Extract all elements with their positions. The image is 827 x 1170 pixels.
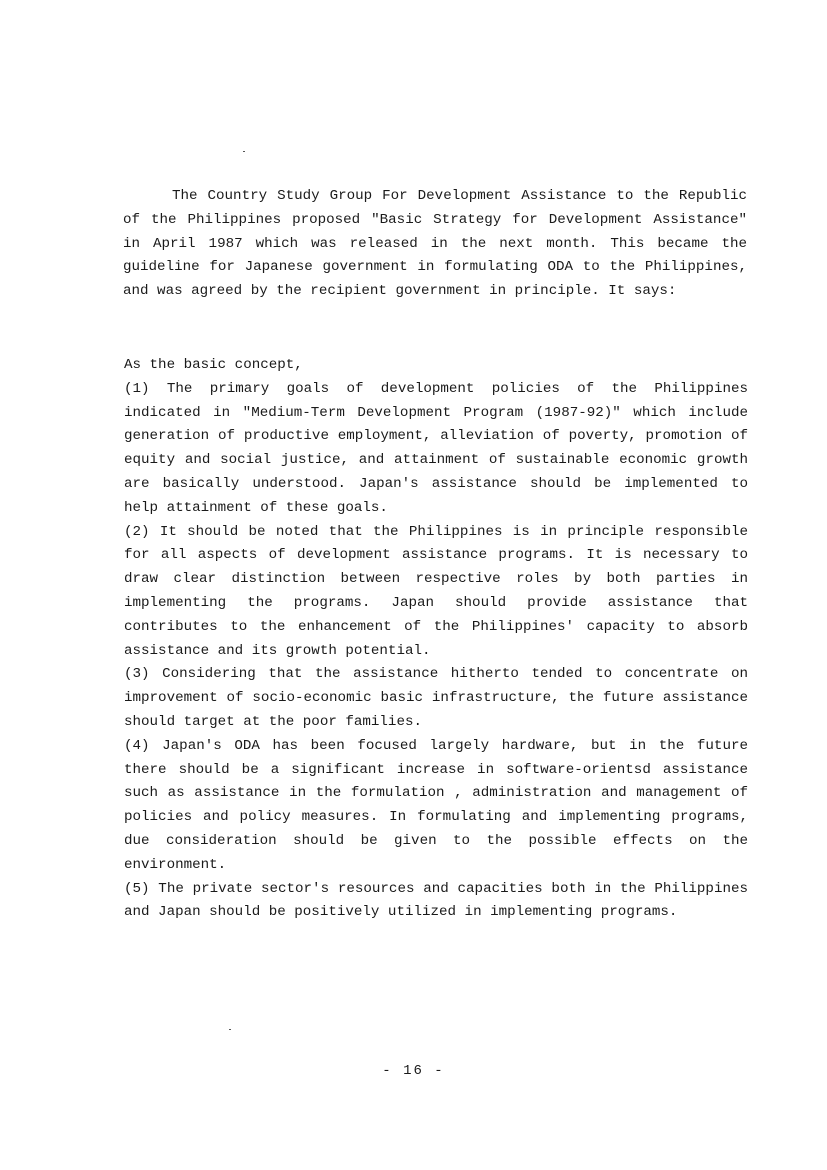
intro-section [123, 185, 747, 304]
concept-item-3: (3) Considering that the assistance hitherto tended to concentrate on improvement of socio-economic basic infrastructure, the future assistance should target at the poor families. [124, 666, 748, 730]
concept-item-4: (4) Japan's ODA has been focused largely hardware, but in the future there should be a significant increase in software-orientsd assistance such as assistance in the formulation , administration and management of policies and policy measures. In formulating and implementing programs, due consideration should be given to the possible effects on the environment. [124, 737, 748, 873]
concept-item-5: (5) The private sector's resources and capacities both in the Philippines and Japan should be positively utilized in implementing programs. [124, 880, 748, 921]
concept-heading: As the basic concept, [124, 357, 303, 373]
scan-speck [243, 151, 245, 152]
concept-item-1: (1) The primary goals of development policies of the Philippines indicated in "Medium-Term Development Program (1987-92)" which include generation of productive employment, alleviation of poverty, promotion of equity and social justice, and attainment of sustainable economic growth are basically understood. Japan's assistance should be implemented to help attainment of these goals. [124, 380, 748, 516]
intro-paragraph: The Country Study Group For Development Assistance to the Republic of the Philippines proposed "Basic Strategy for Development Assistance" in April 1987 which was released in the next month. This became the guideline for Japanese government in formulating ODA to the Philippines, and was agreed by the recipient government in principle. It says: [123, 188, 747, 300]
page-number: - 16 - [382, 1063, 445, 1079]
scan-speck [229, 1029, 231, 1030]
concept-item-2: (2) It should be noted that the Philippines is in principle responsible for all aspects of development assistance programs. It is necessary to draw clear distinction between respective roles by both parties in implementing the programs. Japan should provide assistance that contributes to the enhancement of the Philippines' capacity to absorb assistance and its growth potential. [124, 523, 748, 659]
basic-concept-section [124, 354, 748, 925]
